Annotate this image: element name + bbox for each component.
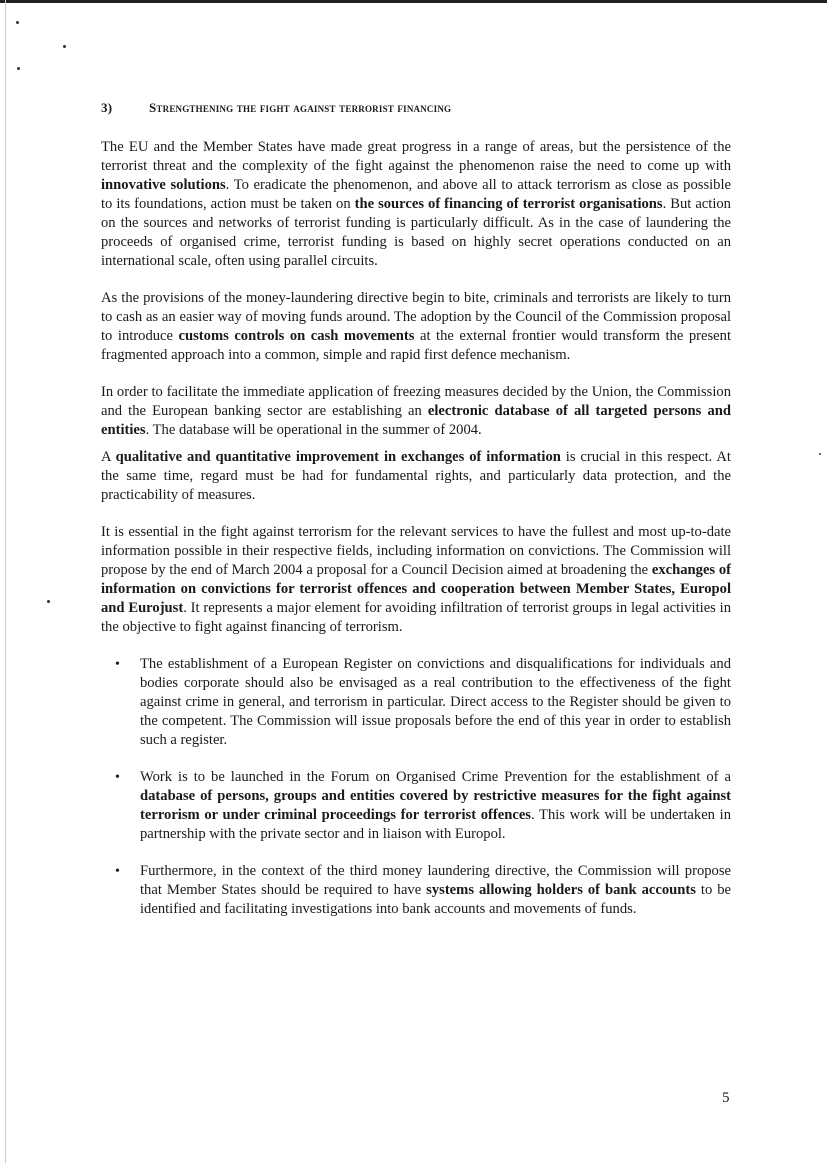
paragraph: [101, 448, 731, 505]
bold-phrase: innovative solutions: [101, 177, 226, 193]
bold-phrase: customs controls on cash movements: [178, 328, 415, 344]
text-run: As the provisions of the money-laundering directive begin to bite, criminals and terrorists are likely to turn to cash as an easier way of moving funds around. The adoption by the Council of the Commission proposal to introduce: [101, 290, 731, 344]
scan-top-border: [0, 0, 827, 3]
bold-phrase: systems allowing holders of bank accounts: [426, 882, 696, 898]
text-run: . But action on the sources and networks of terrorist funding is particularly difficult. As in the case of laundering the proceeds of organised crime, terrorist funding is based on highly secret operations conducted on an international scale, often using parallel circuits.: [101, 196, 731, 269]
bullet-item: [101, 768, 731, 844]
text-run: It is essential in the fight against terrorism for the relevant services to have the fullest and most up-to-date information possible in their respective fields, including information on convictions. The Commission will propose by the end of March 2004 a proposal for a Council Decision aimed at broadening the: [101, 524, 731, 578]
paragraph: [101, 289, 731, 365]
bullet-icon: •: [115, 864, 120, 879]
text-run: is crucial in this respect. At the same time, regard must be had for fundamental rights, and particularly data protection, and the practicability of measures.: [101, 449, 731, 503]
paragraph: [101, 523, 731, 637]
bullet-item: [101, 655, 731, 750]
bold-phrase: exchanges of information on convictions for terrorist offences and cooperation between Member States, Europol and Eurojust: [101, 562, 732, 616]
scan-speck: [819, 453, 821, 455]
scan-speck: [63, 45, 66, 48]
text-run: Furthermore, in the context of the third money laundering directive, the Commission will propose that Member States should be required to have: [140, 863, 731, 898]
section-title: Strengthening the fight against terrorist financing: [149, 100, 452, 115]
paragraph: [101, 383, 731, 440]
text-run: The EU and the Member States have made great progress in a range of areas, but the persistence of the terrorist threat and the complexity of the fight against the phenomenon raise the need to come up with: [101, 139, 731, 174]
bold-phrase: electronic database of all targeted persons and entities: [101, 403, 731, 438]
page-number: 5: [722, 1090, 730, 1106]
text-run: Work is to be launched in the Forum on Organised Crime Prevention for the establishment of a: [140, 769, 731, 785]
text-run: The establishment of a European Register on convictions and disqualifications for individuals and bodies corporate should also be envisaged as a real contribution to the effectiveness of the fight against crime in general, and terrorism in particular. Direct access to the Register should be given to the competent. The Commission will issue proposals before the end of this year in order to establish such a register.: [140, 656, 731, 748]
bullet-list: [101, 655, 731, 919]
bullet-icon: •: [115, 770, 120, 785]
text-run: In order to facilitate the immediate application of freezing measures decided by the Union, the Commission and the European banking sector are establishing an: [101, 384, 731, 419]
text-run: . The database will be operational in the summer of 2004.: [145, 422, 482, 438]
bullet-item: [101, 862, 731, 919]
body-paragraphs: [101, 138, 731, 637]
bullet-icon: •: [115, 657, 120, 672]
bold-phrase: the sources of financing of terrorist organisations: [354, 196, 663, 212]
scan-left-edge: [5, 0, 6, 1163]
paragraph: [101, 138, 731, 271]
bold-phrase: database of persons, groups and entities covered by restrictive measures for the fight against terrorism or under criminal proceedings for terrorist offences: [140, 788, 731, 823]
scan-speck: [16, 21, 19, 24]
text-run: . This work will be undertaken in partnership with the private sector and in liaison with Europol.: [140, 807, 732, 842]
document-page: [101, 100, 731, 937]
text-run: . To eradicate the phenomenon, and above all to attack terrorism as close as possible to its foundations, action must be taken on: [101, 177, 732, 212]
text-run: A: [101, 449, 116, 465]
section-number: 3): [101, 100, 113, 115]
text-run: to be identified and facilitating investigations into bank accounts and movements of funds.: [140, 882, 731, 917]
bold-phrase: qualitative and quantitative improvement in exchanges of information: [115, 449, 561, 465]
text-run: at the external frontier would transform the present fragmented approach into a common, simple and rapid first defence mechanism.: [101, 328, 732, 363]
scan-speck: [47, 600, 50, 603]
scan-speck: [17, 67, 20, 70]
section-heading: [101, 100, 731, 116]
text-run: . It represents a major element for avoiding infiltration of terrorist groups in legal activities in the objective to fight against financing of terrorism.: [101, 600, 732, 635]
